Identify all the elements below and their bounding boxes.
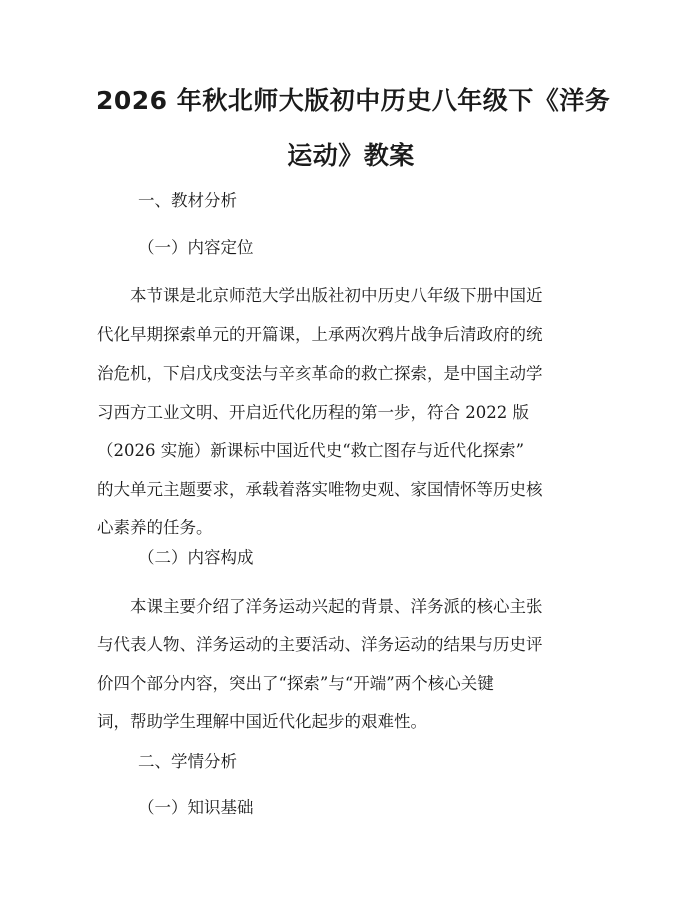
subsection-heading-content-position: （一）内容定位 <box>138 238 254 257</box>
paragraph-line: 代化早期探索单元的开篇课，上承两次鸦片战争后清政府的统 <box>97 325 543 344</box>
subsection-heading-knowledge-base: （一）知识基础 <box>138 798 254 817</box>
paragraph-line: 治危机，下启戊戌变法与辛亥革命的救亡探索，是中国主动学 <box>97 364 543 383</box>
paragraph-line: 的大单元主题要求，承载着落实唯物史观、家国情怀等历史核 <box>97 480 543 499</box>
paragraph-line: （2026 实施）新课标中国近代史“救亡图存与近代化探索” <box>97 441 525 460</box>
paragraph-line: 习西方工业文明、开启近代化历程的第一步，符合 2022 版 <box>97 403 529 422</box>
section-heading-textbook-analysis: 一、教材分析 <box>138 191 237 210</box>
paragraph-line: 本节课是北京师范大学出版社初中历史八年级下册中国近 <box>97 286 543 305</box>
section-heading-learner-analysis: 二、学情分析 <box>138 752 237 771</box>
paragraph-line: 本课主要介绍了洋务运动兴起的背景、洋务派的核心主张 <box>97 597 543 616</box>
document-title-line-2: 运动》教案 <box>287 141 415 170</box>
subsection-heading-content-composition: （二）内容构成 <box>138 548 254 567</box>
paragraph-line: 词，帮助学生理解中国近代化起步的艰难性。 <box>97 712 427 731</box>
paragraph-line: 价四个部分内容，突出了“探索”与“开端”两个核心关键 <box>97 674 494 693</box>
paragraph-line: 与代表人物、洋务运动的主要活动、洋务运动的结果与历史评 <box>97 635 543 654</box>
document-title-line-1: 2026 年秋北师大版初中历史八年级下《洋务 <box>96 86 611 115</box>
paragraph-line: 心素养的任务。 <box>97 518 213 537</box>
